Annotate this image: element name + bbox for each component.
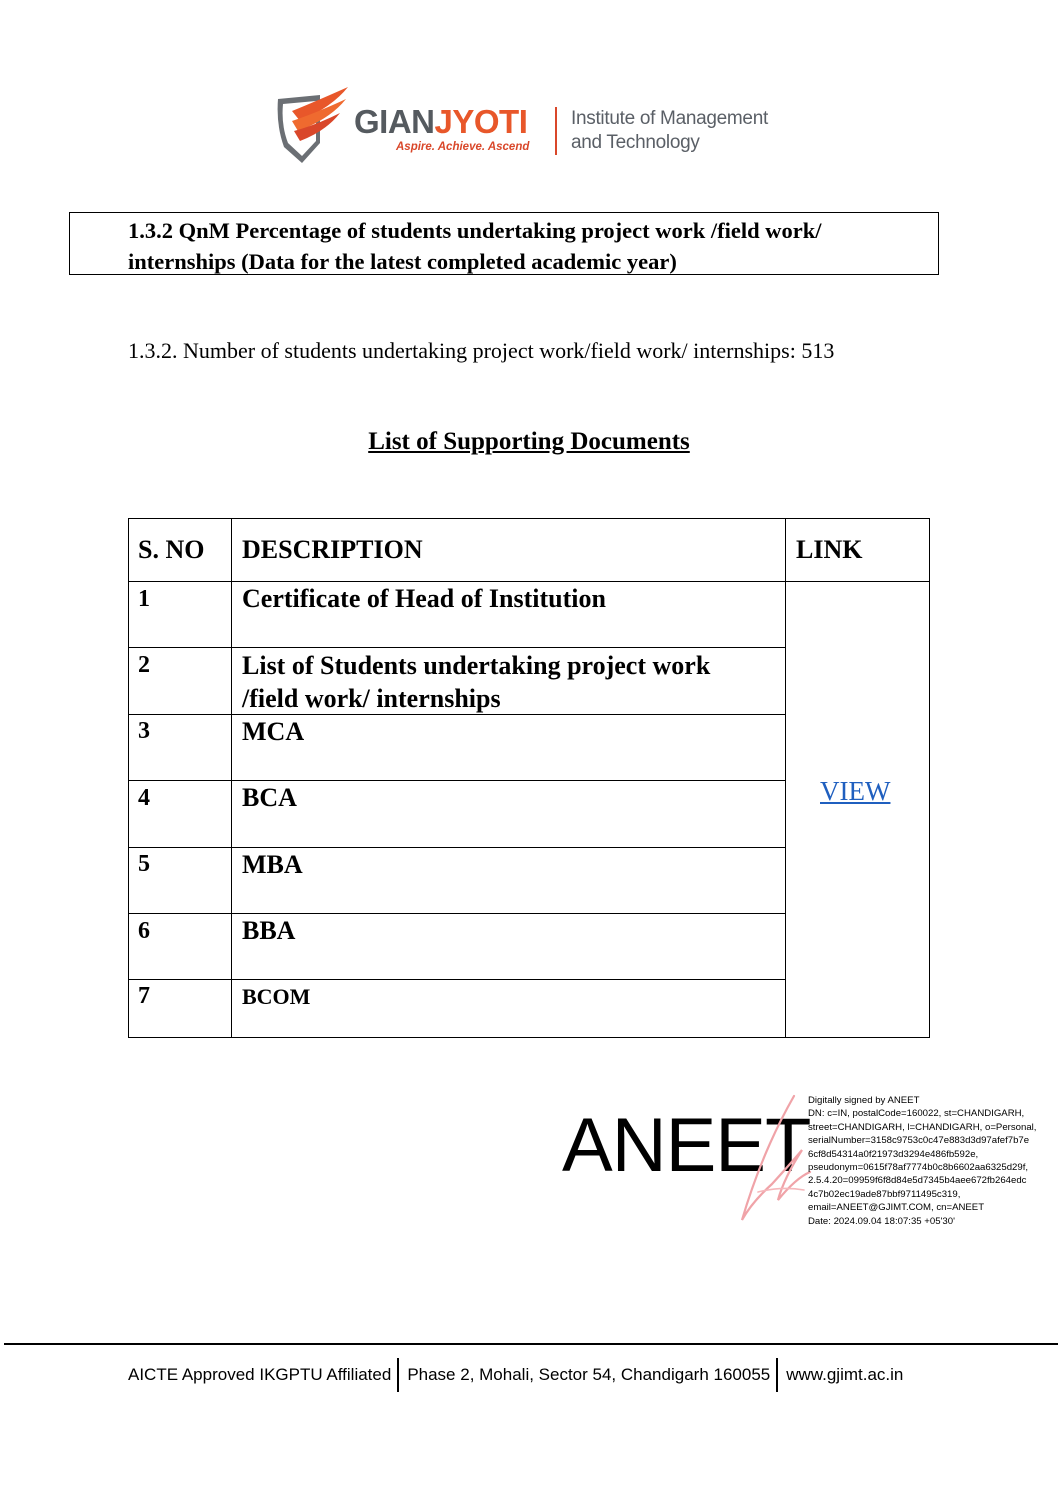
shield-flame-logo-icon — [272, 85, 354, 165]
signature-line: 4c7b02ec19ade87bbf9711495c319, — [808, 1188, 961, 1200]
row-description-line-1: BBA — [242, 916, 296, 945]
documents-table — [128, 518, 930, 1038]
column-header-description: DESCRIPTION — [242, 535, 423, 564]
signature-line: pseudonym=0615f78af7774b0c8b6602aa6325d29f, — [808, 1162, 1029, 1174]
row-sno: 3 — [138, 718, 150, 744]
signature-line: DN: c=IN, postalCode=160022, st=CHANDIGARH, — [808, 1108, 1025, 1120]
header-logo — [272, 85, 792, 165]
institute-line-2: and Technology — [571, 132, 700, 153]
criterion-title-line-2: internships (Data for the latest completed academic year) — [128, 249, 677, 274]
signature-line: Digitally signed by ANEET — [808, 1095, 920, 1106]
signature-line: street=CHANDIGARH, l=CHANDIGARH, o=Personal, — [808, 1121, 1037, 1133]
brand-tagline: Aspire. Achieve. Ascend — [396, 141, 530, 153]
metric-statement: 1.3.2. Number of students undertaking project work/field work/ internships: 513 — [128, 338, 835, 363]
logo-divider — [555, 107, 557, 155]
brand-accent: JYOTI — [434, 103, 528, 140]
row-description — [242, 582, 777, 615]
footer-affiliation: AICTE Approved IKGPTU Affiliated — [128, 1365, 392, 1384]
institute-name — [571, 107, 768, 155]
row-sno: 7 — [138, 983, 150, 1009]
footer-address: Phase 2, Mohali, Sector 54, Chandigarh 160055 — [407, 1365, 771, 1384]
column-header-link: LINK — [796, 535, 863, 564]
row-description-line-1: BCA — [242, 783, 297, 812]
institute-line-1: Institute of Management — [571, 108, 768, 129]
row-description — [242, 715, 304, 748]
row-description-line-1: List of Students undertaking project work — [242, 651, 711, 680]
documents-heading: List of Supporting Documents — [368, 428, 690, 455]
criterion-title-line-1: 1.3.2 QnM Percentage of students undertaking project work /field work/ — [128, 218, 822, 243]
column-header-sno: S. NO — [138, 535, 205, 564]
criterion-box — [69, 212, 939, 275]
row-description-line-1: MBA — [242, 850, 303, 879]
criterion-title — [128, 215, 928, 277]
footer-separator — [776, 1358, 778, 1392]
view-link[interactable]: VIEW — [820, 776, 891, 806]
brand-name — [354, 103, 527, 141]
row-description-line-1: BCOM — [242, 984, 311, 1009]
footer-separator — [397, 1358, 399, 1392]
row-description-line-1: MCA — [242, 717, 305, 746]
row-sno: 2 — [138, 652, 150, 678]
signature-line: email=ANEET@GJIMT.COM, cn=ANEET — [808, 1202, 985, 1214]
row-description — [242, 848, 303, 881]
signer-name: ANEET — [562, 1103, 811, 1188]
row-sno: 4 — [138, 785, 150, 811]
footer — [128, 1358, 903, 1392]
row-description — [242, 980, 310, 1013]
row-sno: 5 — [138, 851, 150, 877]
digital-signature-details — [808, 1094, 1053, 1228]
row-description — [242, 914, 295, 947]
signature-line: Date: 2024.09.04 18:07:35 +05'30' — [808, 1215, 955, 1227]
row-description — [242, 781, 297, 814]
signature-line: 6cf8d54314a0f21973d3294e486fb592e, — [808, 1148, 979, 1160]
signature-line: 2.5.4.20=09959f6f8d84e5d7345b4aee672fb264edc — [808, 1175, 1027, 1187]
footer-website[interactable]: www.gjimt.ac.in — [786, 1365, 904, 1384]
brand-prefix: GIAN — [354, 103, 435, 140]
row-description-line-1: Certificate of Head of Institution — [242, 584, 606, 613]
row-description-line-2: /field work/ internships — [242, 684, 501, 713]
row-description — [242, 649, 782, 715]
footer-rule — [4, 1343, 1058, 1345]
row-sno: 6 — [138, 918, 150, 944]
row-sno: 1 — [138, 586, 150, 612]
signature-line: serialNumber=3158c9753c0c47e883d3d97afef7b7e — [808, 1135, 1030, 1147]
